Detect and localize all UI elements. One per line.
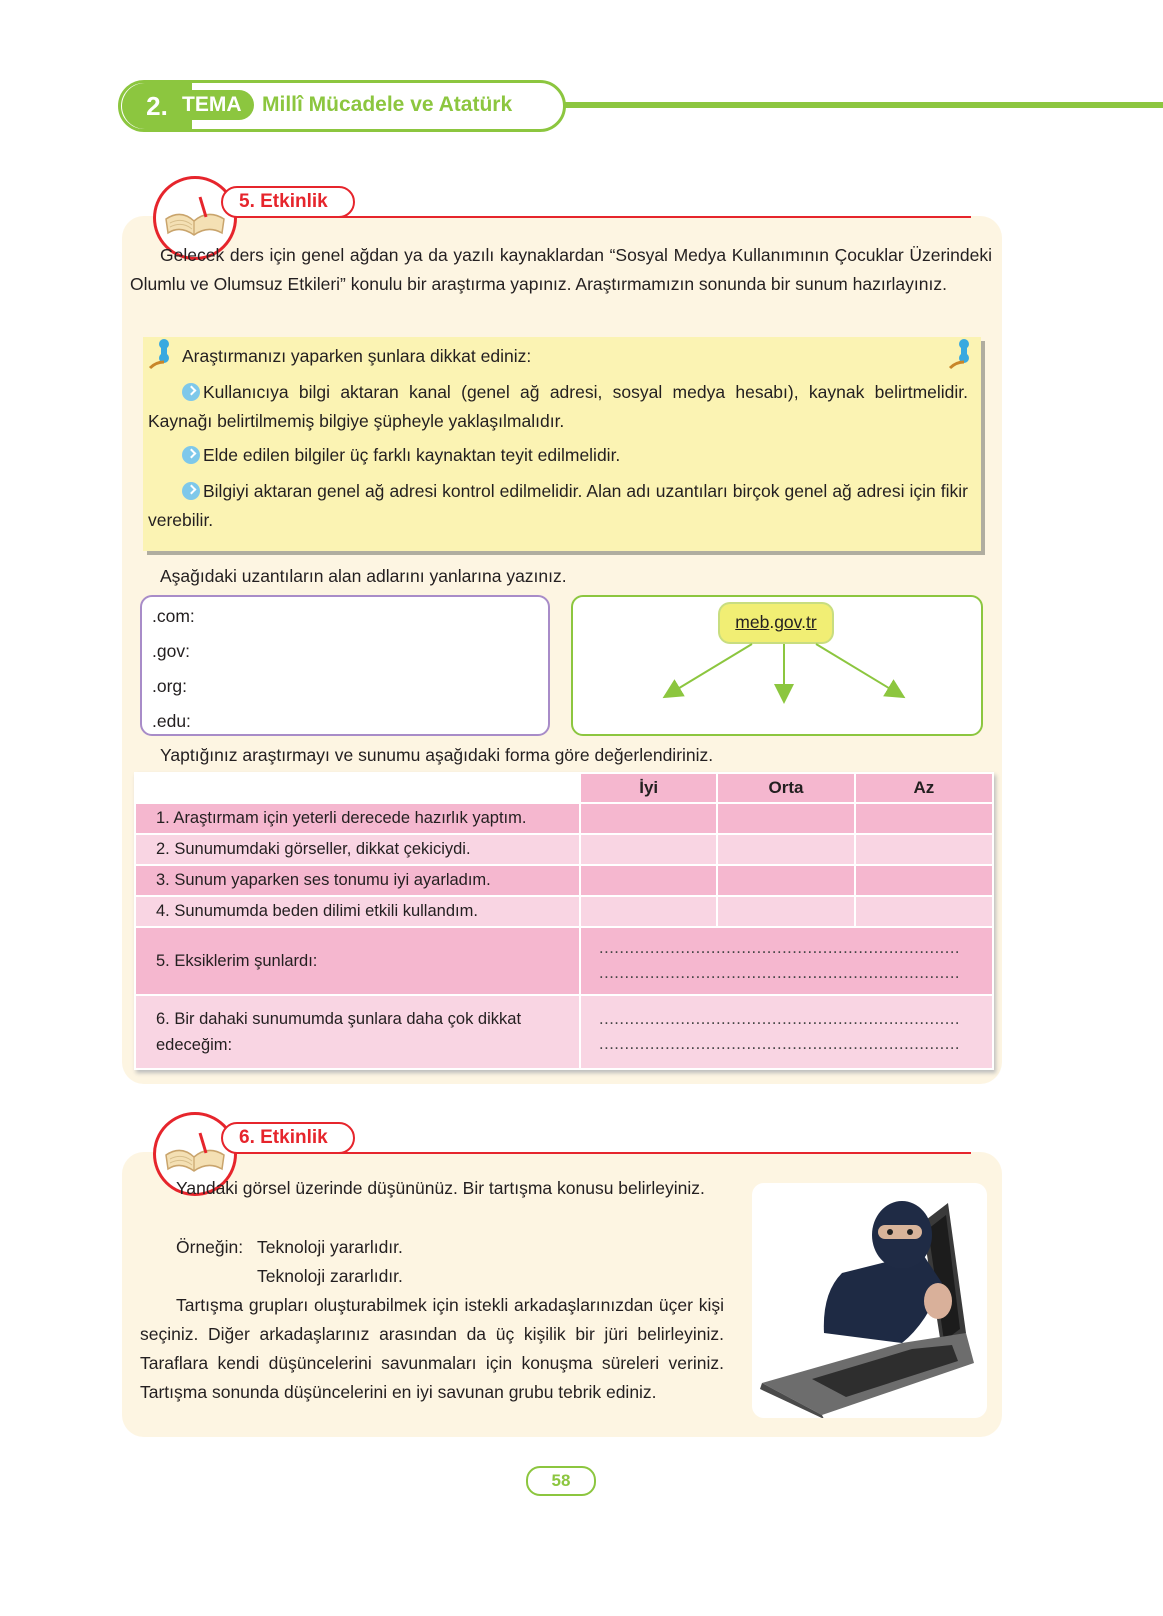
pushpin-icon [946, 336, 976, 374]
domain-dot: . [801, 612, 806, 632]
unit-title: Millî Mücadele ve Atatürk [262, 93, 513, 116]
activity6-text2: Tartışma grupları oluşturabilmek için istekli arkadaşlarınızdan üçer kişi seçiniz. Diğer arkadaşlarınız arasından da üç kişilik bir jüri belirleyiniz. Taraflara kendi düşüncelerini savunmaları için konuşma süreleri veriniz. Tartışma sonunda düşüncelerini en iyi savunan grubu tebrik ediniz. [140, 1295, 724, 1402]
criteria-4: 4. Sunumumda beden dilimi etkili kullandım. [136, 897, 579, 926]
rating-cell[interactable] [856, 897, 992, 926]
rating-cell[interactable] [718, 804, 853, 833]
header-rule [560, 102, 1163, 108]
rating-cell[interactable] [856, 804, 992, 833]
activity6-title: 6. Etkinlik [221, 1122, 355, 1154]
criteria-3: 3. Sunum yaparken ses tonumu iyi ayarladım. [136, 866, 579, 895]
chevron-right-icon [182, 446, 200, 464]
tip-item-text: Kullanıcıya bilgi aktaran kanal (genel ağ adresi, sosyal medya hesabı), kaynak belirtmelidir. Kaynağı belirtilmemiş bilgiye şüpheyle yaklaşılmalıdır. [148, 382, 968, 431]
domain-dot: . [769, 612, 775, 632]
unit-number: 2. [122, 83, 192, 129]
extension-edu: .edu: [152, 711, 191, 731]
rating-cell[interactable] [856, 835, 992, 864]
rating-cell[interactable] [718, 866, 853, 895]
col-header-orta: Orta [718, 774, 853, 802]
criteria-2: 2. Sunumumdaki görseller, dikkat çekiciydi. [136, 835, 579, 864]
domain-part: tr [806, 612, 817, 632]
extension-gov: .gov: [152, 641, 190, 661]
activity6-text1: Yandaki görsel üzerinde düşününüz. Bir tartışma konusu belirleyiniz. [176, 1178, 705, 1198]
rating-cell[interactable] [581, 835, 716, 864]
rating-cell[interactable] [581, 804, 716, 833]
tip-heading: Araştırmanızı yaparken şunlara dikkat ediniz: [182, 346, 532, 366]
criteria-5: 5. Eksiklerim şunlardı: [136, 928, 579, 994]
tip-item [148, 378, 968, 436]
dotted-line: ....................................................................... [599, 1035, 961, 1053]
rating-cell[interactable] [856, 866, 992, 895]
dotted-line: ....................................................................... [599, 1010, 961, 1028]
domain-label [720, 604, 832, 642]
col-header-az: Az [856, 774, 992, 802]
tip-item-text: Elde edilen bilgiler üç farklı kaynaktan teyit edilmelidir. [203, 445, 621, 465]
tema-label: TEMA [178, 90, 254, 120]
criteria-1: 1. Araştırmam için yeterli derecede hazırlık yaptım. [136, 804, 579, 833]
evaluation-table [134, 772, 994, 1070]
chevron-right-icon [182, 482, 200, 500]
activity5-title: 5. Etkinlik [221, 186, 355, 218]
evaluation-prompt: Yaptığınız araştırmayı ve sunumu aşağıdaki forma göre değerlendiriniz. [160, 745, 714, 765]
rating-cell[interactable] [581, 897, 716, 926]
domain-part: gov [774, 612, 802, 632]
masked-person-laptop-illustration [752, 1183, 987, 1418]
rating-cell[interactable] [718, 835, 853, 864]
extensions-box [140, 595, 550, 736]
example-2: Teknoloji zararlıdır. [257, 1266, 403, 1286]
hacker-laptop-image [752, 1183, 987, 1418]
answer-lines[interactable] [581, 928, 992, 994]
extensions-prompt: Aşağıdaki uzantıların alan adlarını yanlarına yazınız. [160, 566, 567, 586]
dotted-line: ....................................................................... [599, 964, 961, 982]
tip-item [148, 441, 968, 470]
activity5-intro: Gelecek ders için genel ağdan ya da yazılı kaynaklardan “Sosyal Medya Kullanımının Çocuklar Üzerindeki Olumlu ve Olumsuz Etkileri” konulu bir araştırma yapınız. Araştırmamızın sonunda bir sunum hazırlayınız. [130, 245, 992, 294]
pushpin-icon [146, 336, 176, 374]
extension-com: .com: [152, 606, 195, 626]
rating-cell[interactable] [718, 897, 853, 926]
domain-arrows [650, 640, 920, 710]
domain-part: meb [735, 612, 770, 632]
extension-org: .org: [152, 676, 188, 696]
answer-lines[interactable] [581, 996, 992, 1068]
example-label: Örneğin: [176, 1237, 244, 1257]
chevron-right-icon [182, 383, 200, 401]
criteria-6: 6. Bir dahaki sunumumda şunlara daha çok dikkat edeceğim: [136, 996, 579, 1068]
dotted-line: ....................................................................... [599, 939, 961, 957]
tip-item-text: Bilgiyi aktaran genel ağ adresi kontrol edilmelidir. Alan adı uzantıları birçok genel ağ adresi için fikir verebilir. [148, 481, 968, 530]
tip-item [148, 477, 968, 535]
rating-cell[interactable] [581, 866, 716, 895]
page-number: 58 [526, 1466, 596, 1496]
col-header-iyi: İyi [581, 774, 716, 802]
example-1: Teknoloji yararlıdır. [257, 1237, 403, 1257]
